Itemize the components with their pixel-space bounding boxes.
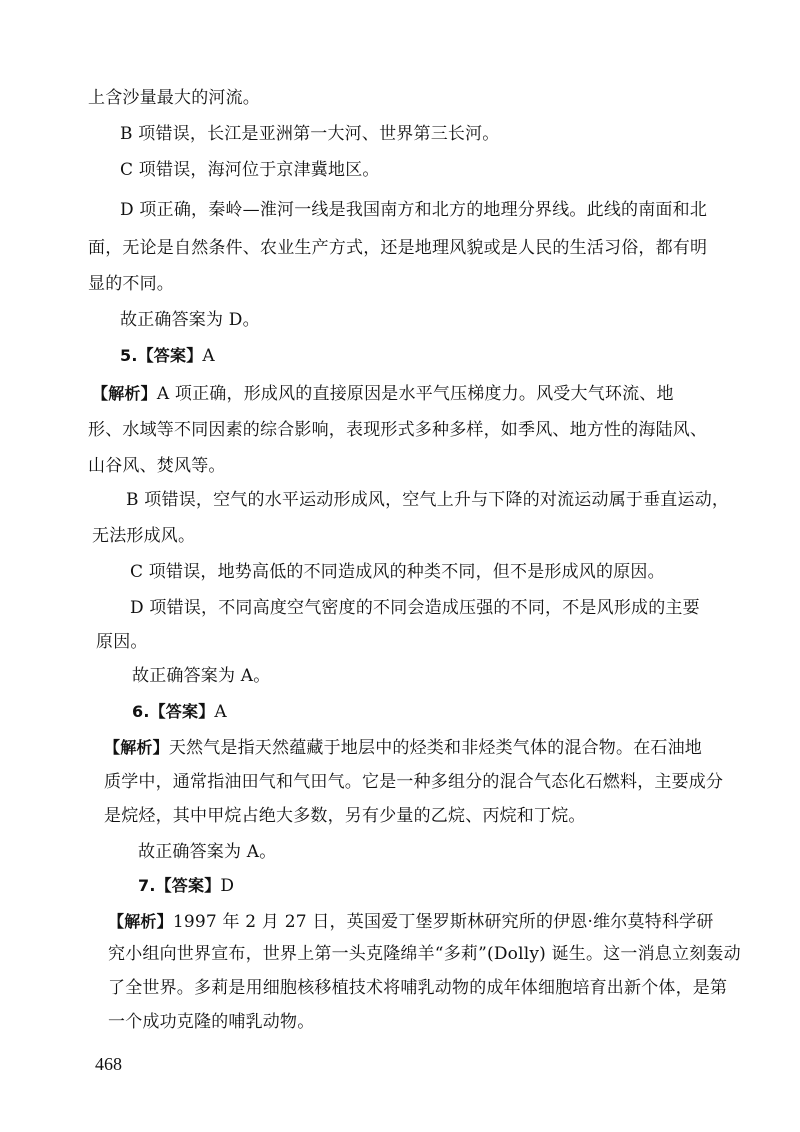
text-line: B 项错误，长江是亚洲第一大河、世界第三长河。: [120, 124, 500, 144]
text-line: 无法形成风。: [92, 526, 196, 546]
text-line: 面，无论是自然条件、农业生产方式，还是地理风貌或是人民的生活习俗，都有明: [88, 238, 708, 258]
analysis-text: 天然气是指天然蕴藏于地层中的烃类和非烃类气体的混合物。在石油地: [168, 738, 703, 758]
answer-value: A: [202, 346, 215, 366]
answer-heading: [138, 876, 234, 896]
text-line: 山谷风、焚风等。: [88, 456, 226, 476]
analysis-label: 【解析】: [104, 738, 169, 757]
analysis-text: 1997 年 2 月 27 日，英国爱丁堡罗斯林研究所的伊恩·维尔莫特科学研: [172, 912, 714, 932]
answer-value: A: [214, 702, 227, 722]
answer-label: 5.【答案】: [120, 346, 203, 365]
analysis-line: [104, 738, 702, 758]
text-line: C 项错误，地势高低的不同造成风的种类不同，但不是形成风的原因。: [130, 562, 665, 582]
text-line: D 项错误，不同高度空气密度的不同会造成压强的不同，不是风形成的主要: [130, 598, 700, 618]
analysis-line: [108, 912, 714, 932]
text-line: 故正确答案为 D。: [120, 310, 260, 330]
text-line: 故正确答案为 A。: [132, 666, 271, 686]
answer-label: 7.【答案】: [138, 876, 221, 895]
answer-value: D: [220, 876, 235, 896]
text-line: 显的不同。: [88, 274, 174, 294]
text-line: 究小组向世界宣布，世界上第一头克隆绵羊“多莉”(Dolly) 诞生。这一消息立刻轰动: [108, 944, 741, 964]
text-line: 形、水域等不同因素的综合影响，表现形式多种多样，如季风、地方性的海陆风、: [88, 420, 708, 440]
page-number: 468: [95, 1054, 122, 1074]
text-line: 故正确答案为 A。: [138, 842, 277, 862]
analysis-line: [92, 384, 674, 404]
answer-label: 6.【答案】: [132, 702, 215, 721]
analysis-text: A 项正确，形成风的直接原因是水平气压梯度力。风受大气环流、地: [156, 384, 674, 404]
text-line: 是烷烃，其中甲烷占绝大多数，另有少量的乙烷、丙烷和丁烷。: [104, 806, 586, 826]
text-line: 上含沙量最大的河流。: [88, 88, 260, 108]
text-line: C 项错误，海河位于京津冀地区。: [120, 160, 380, 180]
analysis-label: 【解析】: [108, 912, 173, 931]
text-line: 了全世界。多莉是用细胞核移植技术将哺乳动物的成年体细胞培育出新个体，是第: [108, 978, 728, 998]
answer-heading: [120, 346, 215, 366]
analysis-label: 【解析】: [92, 384, 157, 403]
answer-heading: [132, 702, 227, 722]
text-line: 一个成功克隆的哺乳动物。: [108, 1012, 315, 1032]
text-line: 质学中，通常指油田气和气田气。它是一种多组分的混合气态化石燃料，主要成分: [104, 772, 724, 792]
text-line: 原因。: [96, 632, 148, 652]
text-line: D 项正确，秦岭—淮河一线是我国南方和北方的地理分界线。此线的南面和北: [120, 200, 708, 220]
text-line: B 项错误，空气的水平运动形成风，空气上升与下降的对流运动属于垂直运动，: [126, 490, 730, 510]
